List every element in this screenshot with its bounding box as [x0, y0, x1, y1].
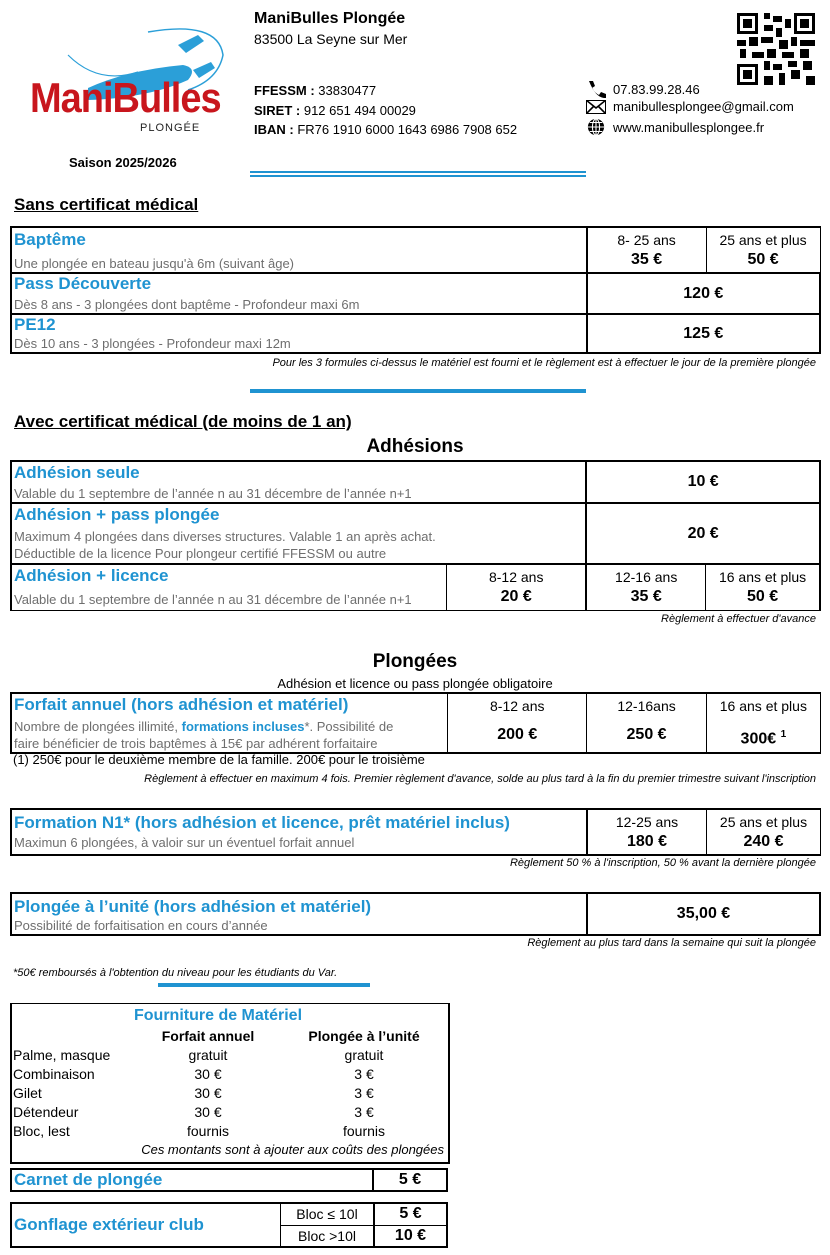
- logo-brand-text: ManiBulles: [30, 75, 221, 123]
- offer-name: Adhésion + pass plongée: [14, 505, 220, 524]
- footnote-mark: 1: [780, 729, 787, 740]
- price: 35 €: [630, 588, 662, 605]
- price: 20 €: [586, 503, 820, 564]
- materiel-table: [13, 1027, 445, 1141]
- bloc-label: Bloc ≤ 10l: [281, 1203, 375, 1225]
- club-logo: [28, 10, 228, 135]
- age-label: 16 ans et plus: [719, 698, 807, 714]
- offer-name: Formation N1* (hors adhésion et licence, prêt matériel inclus): [14, 813, 510, 832]
- item-name: Combinaison: [13, 1066, 95, 1082]
- formation-n1-table: [10, 808, 821, 856]
- unite-price: 3 €: [354, 1104, 374, 1120]
- gonflage-table: [10, 1202, 448, 1248]
- price: 200 €: [497, 726, 538, 743]
- materiel-box: [10, 1003, 450, 1164]
- price: 125 €: [587, 314, 820, 353]
- plongees-subtitle: Adhésion et licence ou pass plongée obligatoire: [277, 676, 553, 691]
- table-row: [11, 1169, 447, 1191]
- contact-phone: 07.83.99.28.46: [586, 80, 700, 98]
- mail-icon: [586, 100, 606, 114]
- offer-name: Adhésion + licence: [14, 566, 169, 585]
- price: 35,00 €: [587, 893, 820, 935]
- price: 5 €: [373, 1169, 447, 1191]
- table-row: [11, 564, 820, 610]
- age-label: 12-25 ans: [615, 814, 679, 830]
- price: 50 €: [747, 251, 779, 268]
- table-row: [13, 1065, 445, 1084]
- price: 240 €: [743, 833, 784, 850]
- price: 50 €: [746, 588, 779, 605]
- price: 250 €: [626, 726, 667, 743]
- table-row: [11, 1203, 447, 1225]
- offer-name: Carnet de plongée: [14, 1170, 163, 1189]
- offer-desc: Valable du 1 septembre de l’année n au 31 décembre de l’année n+1: [14, 486, 412, 501]
- price: 35 €: [631, 251, 663, 268]
- qr-code-icon[interactable]: [737, 13, 815, 85]
- section-title-sans-certificat: Sans certificat médical: [14, 195, 199, 214]
- table-row: [13, 1084, 445, 1103]
- forfait-annuel-table: [10, 692, 821, 754]
- sans-certificat-note: Pour les 3 formules ci-dessus le matériel est fourni et le règlement est à effectuer le jour de la première plongée: [272, 357, 816, 369]
- club-name: ManiBulles Plongée: [254, 10, 406, 27]
- age-label: 8-12 ans: [490, 698, 545, 714]
- table-row: [13, 1122, 445, 1141]
- season-label: Saison 2025/2026: [69, 155, 177, 170]
- item-name: Détendeur: [13, 1104, 79, 1120]
- column-header: Forfait annuel: [161, 1028, 255, 1044]
- forfait-footnote: (1) 250€ pour le deuxième membre de la famille. 200€ pour le troisième: [13, 752, 425, 767]
- star-note: *50€ remboursés à l'obtention du niveau pour les étudiants du Var.: [13, 967, 338, 979]
- item-name: Bloc, lest: [13, 1123, 70, 1139]
- table-row: [13, 1103, 445, 1122]
- table-row: [13, 1046, 445, 1065]
- offer-desc-2: Déductible de la licence Pour plongeur certifié FFESSM ou autre: [14, 546, 387, 561]
- forfait-price: 30 €: [194, 1104, 222, 1120]
- forfait-price: 30 €: [194, 1085, 222, 1101]
- price: 20 €: [500, 588, 532, 605]
- materiel-note: Ces montants sont à ajouter aux coûts des plongées: [141, 1142, 444, 1157]
- table-row: [11, 461, 820, 503]
- unite-price: gratuit: [344, 1047, 384, 1063]
- offer-desc: Maximum 4 plongées dans diverses structures. Valable 1 an après achat.: [14, 529, 436, 544]
- section-divider: [158, 983, 370, 987]
- contact-website[interactable]: www.manibullesplongee.fr: [586, 118, 764, 136]
- offer-name: Adhésion seule: [14, 463, 140, 482]
- offer-name: Forfait annuel (hors adhésion et matériel): [14, 695, 349, 714]
- club-ids: [254, 81, 517, 140]
- table-row: [11, 273, 820, 314]
- adhesions-title: Adhésions: [366, 436, 464, 457]
- iban-line: IBAN : FR76 1910 6000 1643 6986 7908 652: [254, 122, 518, 137]
- header-divider: [250, 171, 586, 177]
- age-label: 16 ans et plus: [718, 569, 807, 585]
- age-label: 25 ans et plus: [719, 814, 808, 830]
- unite-price: 3 €: [354, 1066, 374, 1082]
- price: 120 €: [587, 273, 820, 314]
- adhesions-table: [10, 460, 821, 611]
- globe-icon: [586, 118, 606, 136]
- forfait-price: 30 €: [194, 1066, 222, 1082]
- unite-price: fournis: [342, 1123, 386, 1139]
- offer-desc: Maximun 6 plongées, à valoir sur un éventuel forfait annuel: [14, 835, 355, 850]
- adhesions-note: Règlement à effectuer d'avance: [661, 613, 816, 625]
- offer-desc: Valable du 1 septembre de l’année n au 31 décembre de l’année n+1: [14, 592, 412, 607]
- age-label: 12-16 ans: [615, 569, 678, 585]
- price: 180 €: [626, 833, 668, 850]
- formations-incluses-highlight: formations incluses: [181, 719, 305, 734]
- price: 10 €: [374, 1225, 447, 1247]
- plongee-unite-table: [10, 892, 821, 936]
- siret-line: SIRET : 912 651 494 00029: [254, 102, 416, 118]
- section-title-avec-certificat: Avec certificat médical (de moins de 1 an): [14, 412, 352, 431]
- unite-price: 3 €: [354, 1085, 374, 1101]
- offer-desc-2: faire bénéficier de trois baptêmes à 15€ par adhérent forfaitaire: [14, 736, 378, 751]
- materiel-title: Fourniture de Matériel: [134, 1007, 303, 1024]
- table-row: [11, 227, 820, 273]
- logo-sub-text: PLONGÉE: [140, 122, 201, 134]
- age-label: 12-16ans: [617, 698, 676, 714]
- age-label: 8-12 ans: [488, 569, 544, 585]
- forfait-price: fournis: [186, 1123, 230, 1139]
- age-label: 8- 25 ans: [617, 232, 676, 248]
- materiel-header-row: [13, 1027, 445, 1046]
- table-row: [11, 693, 821, 753]
- age-label: 25 ans et plus: [719, 232, 807, 248]
- table-row: [11, 809, 821, 855]
- forfait-price: gratuit: [188, 1047, 228, 1063]
- offer-name: Baptême: [14, 230, 86, 249]
- offer-desc: Nombre de plongées illimité, formations incluses*. Possibilité de: [14, 719, 394, 734]
- column-header: Plongée à l’unité: [308, 1028, 420, 1044]
- contact-email[interactable]: manibullesplongee@gmail.com: [586, 99, 794, 114]
- item-name: Gilet: [13, 1085, 42, 1101]
- offer-desc: Une plongée en bateau jusqu'à 6m (suivant âge): [14, 256, 295, 271]
- table-row: [11, 893, 820, 935]
- table-row: [11, 314, 820, 353]
- item-name: Palme, masque: [13, 1047, 111, 1063]
- price: 300€ $^1$: [740, 729, 787, 748]
- table-row: [11, 503, 820, 564]
- club-address: 83500 La Seyne sur Mer: [254, 31, 408, 47]
- offer-name: Gonflage extérieur club: [14, 1215, 204, 1234]
- ffessm-line: FFESSM : 33830477: [254, 83, 377, 98]
- formation-note: Règlement 50 % à l'inscription, 50 % avant la dernière plongée: [509, 857, 816, 869]
- offer-name: PE12: [14, 315, 56, 334]
- price: 5 €: [374, 1203, 447, 1225]
- offer-desc: Possibilité de forfaitisation en cours d’année: [14, 918, 268, 933]
- carnet-table: [10, 1168, 448, 1192]
- unite-note: Règlement au plus tard dans la semaine qui suit la plongée: [527, 937, 816, 949]
- phone-icon: [586, 80, 606, 98]
- offer-name: Pass Découverte: [14, 274, 152, 293]
- sans-certificat-table: [10, 226, 821, 354]
- plongees-title: Plongées: [372, 651, 458, 672]
- offer-desc: Dès 8 ans - 3 plongées dont baptême - Profondeur maxi 6m: [14, 297, 360, 312]
- forfait-note: Règlement à effectuer en maximum 4 fois. Premier règlement d'avance, solde au plus tard à la fin du premier trimestre suivant l'inscription: [144, 773, 816, 785]
- offer-name: Plongée à l’unité (hors adhésion et matériel): [14, 897, 372, 916]
- section-divider: [250, 389, 586, 393]
- offer-desc: Dès 10 ans - 3 plongées - Profondeur maxi 12m: [14, 336, 291, 351]
- price: 10 €: [586, 461, 820, 503]
- bloc-label: Bloc >10l: [281, 1225, 375, 1247]
